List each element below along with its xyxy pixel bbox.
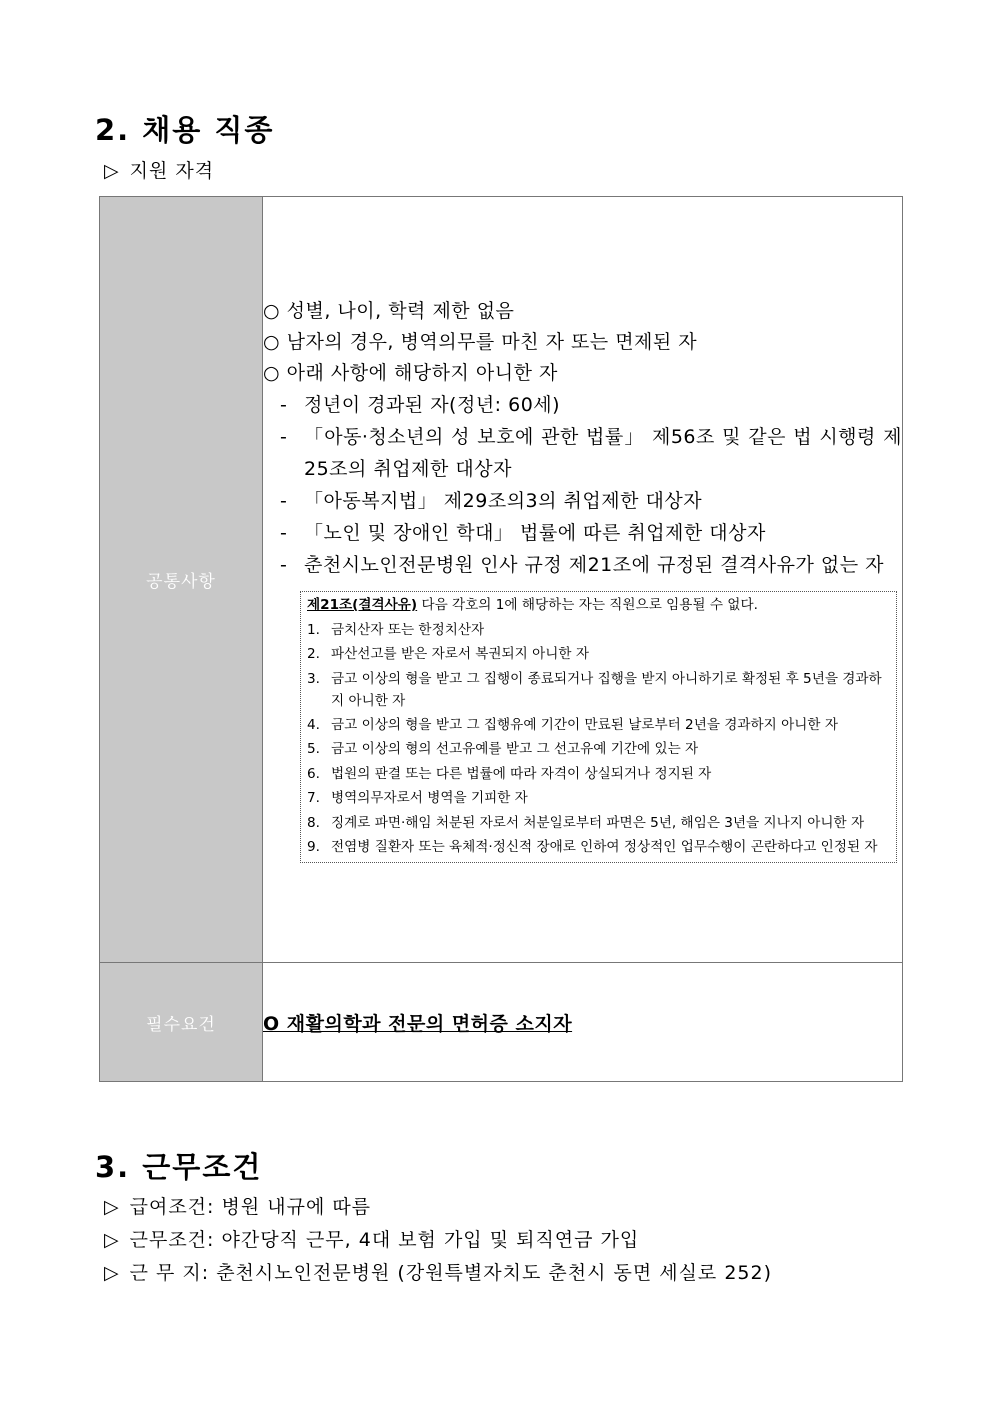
dash-item: - 춘천시노인전문병원 인사 규정 제21조에 규정된 결격사유가 없는 자 bbox=[280, 549, 902, 581]
dash-mark: - bbox=[280, 490, 288, 513]
triangle-right-icon: ▷ bbox=[104, 1196, 120, 1218]
subheading-eligibility: ▷ 지원 자격 bbox=[104, 160, 215, 182]
dash-item: - 「아동·청소년의 성 보호에 관한 법률」 제56조 및 같은 법 시행령 제25조의 취업제한 대상자 bbox=[280, 421, 902, 485]
law-item: 3. 금고 이상의 형을 받고 그 집행이 종료되거나 집행을 받지 아니하기로 확정된 후 5년을 경과하지 아니한 자 bbox=[307, 670, 882, 709]
law-item: 6. 법원의 판결 또는 다른 법률에 따라 자격이 상실되거나 정지된 자 bbox=[307, 765, 712, 782]
law-item: 9. 전염병 질환자 또는 육체적·정신적 장애로 인하여 정상적인 업무수행이 곤란하다고 인정된 자 bbox=[307, 839, 878, 856]
essential-label: 필수요건 bbox=[100, 963, 263, 1082]
triangle-right-icon: ▷ bbox=[104, 1262, 120, 1284]
law-item: 7. 병역의무자로서 병역을 기피한 자 bbox=[307, 790, 528, 807]
common-label: 공통사항 bbox=[100, 197, 263, 963]
law-item: 1. 금치산자 또는 한정치산자 bbox=[307, 621, 485, 638]
dash-mark: - bbox=[280, 394, 288, 417]
triangle-right-icon: ▷ bbox=[104, 160, 120, 182]
law-title: 제21조(결격사유) bbox=[307, 597, 418, 614]
law-intro: 다음 각호의 1에 해당하는 자는 직원으로 임용될 수 없다. bbox=[417, 597, 758, 614]
dash-item: - 「아동복지법」 제29조의3의 취업제한 대상자 bbox=[280, 485, 902, 517]
essential-content bbox=[263, 963, 903, 1082]
bullet-item: ○ 남자의 경우, 병역의무를 마친 자 또는 면제된 자 bbox=[263, 331, 698, 354]
dash-mark: - bbox=[280, 522, 288, 545]
section3-title: 3. 근무조건 bbox=[95, 1150, 263, 1184]
common-content bbox=[263, 197, 903, 963]
dash-item: - 정년이 경과된 자(정년: 60세) bbox=[280, 389, 902, 421]
dash-mark: - bbox=[280, 426, 288, 449]
bullet-item: ○ 성별, 나이, 학력 제한 없음 bbox=[263, 300, 515, 323]
dash-item: - 「노인 및 장애인 학대」 법률에 따른 취업제한 대상자 bbox=[280, 517, 902, 549]
law-item: 4. 금고 이상의 형을 받고 그 집행유예 기간이 만료된 날로부터 2년을 경과하지 아니한 자 bbox=[307, 716, 838, 733]
section2-title: 2. 채용 직종 bbox=[95, 113, 275, 147]
law-item: 8. 징계로 파면·해임 처분된 자로서 처분일로부터 파면은 5년, 해임은 3년을 지나지 아니한 자 bbox=[307, 814, 865, 831]
law-item: 5. 금고 이상의 형의 선고유예를 받고 그 선고유예 기간에 있는 자 bbox=[307, 741, 699, 758]
essential-requirement: O 재활의학과 전문의 면허증 소지자 bbox=[263, 1012, 573, 1035]
triangle-right-icon: ▷ bbox=[104, 1229, 120, 1251]
condition-item-location: ▷ 근 무 지: 춘천시노인전문병원 (강원특별자치도 춘천시 동면 세실로 252) bbox=[104, 1262, 772, 1284]
bullet-item: ○ 아래 사항에 해당하지 아니한 자 bbox=[263, 362, 558, 385]
law-item: 2. 파산선고를 받은 자로서 복권되지 아니한 자 bbox=[307, 646, 589, 663]
condition-item-pay: ▷ 급여조건: 병원 내규에 따름 bbox=[104, 1196, 372, 1218]
requirements-table bbox=[99, 196, 903, 1082]
condition-item-work: ▷ 근무조건: 야간당직 근무, 4대 보험 가입 및 퇴직연금 가입 bbox=[104, 1229, 640, 1251]
disqualification-law-box bbox=[300, 591, 897, 863]
law-heading bbox=[307, 593, 890, 618]
dash-mark: - bbox=[280, 554, 288, 577]
